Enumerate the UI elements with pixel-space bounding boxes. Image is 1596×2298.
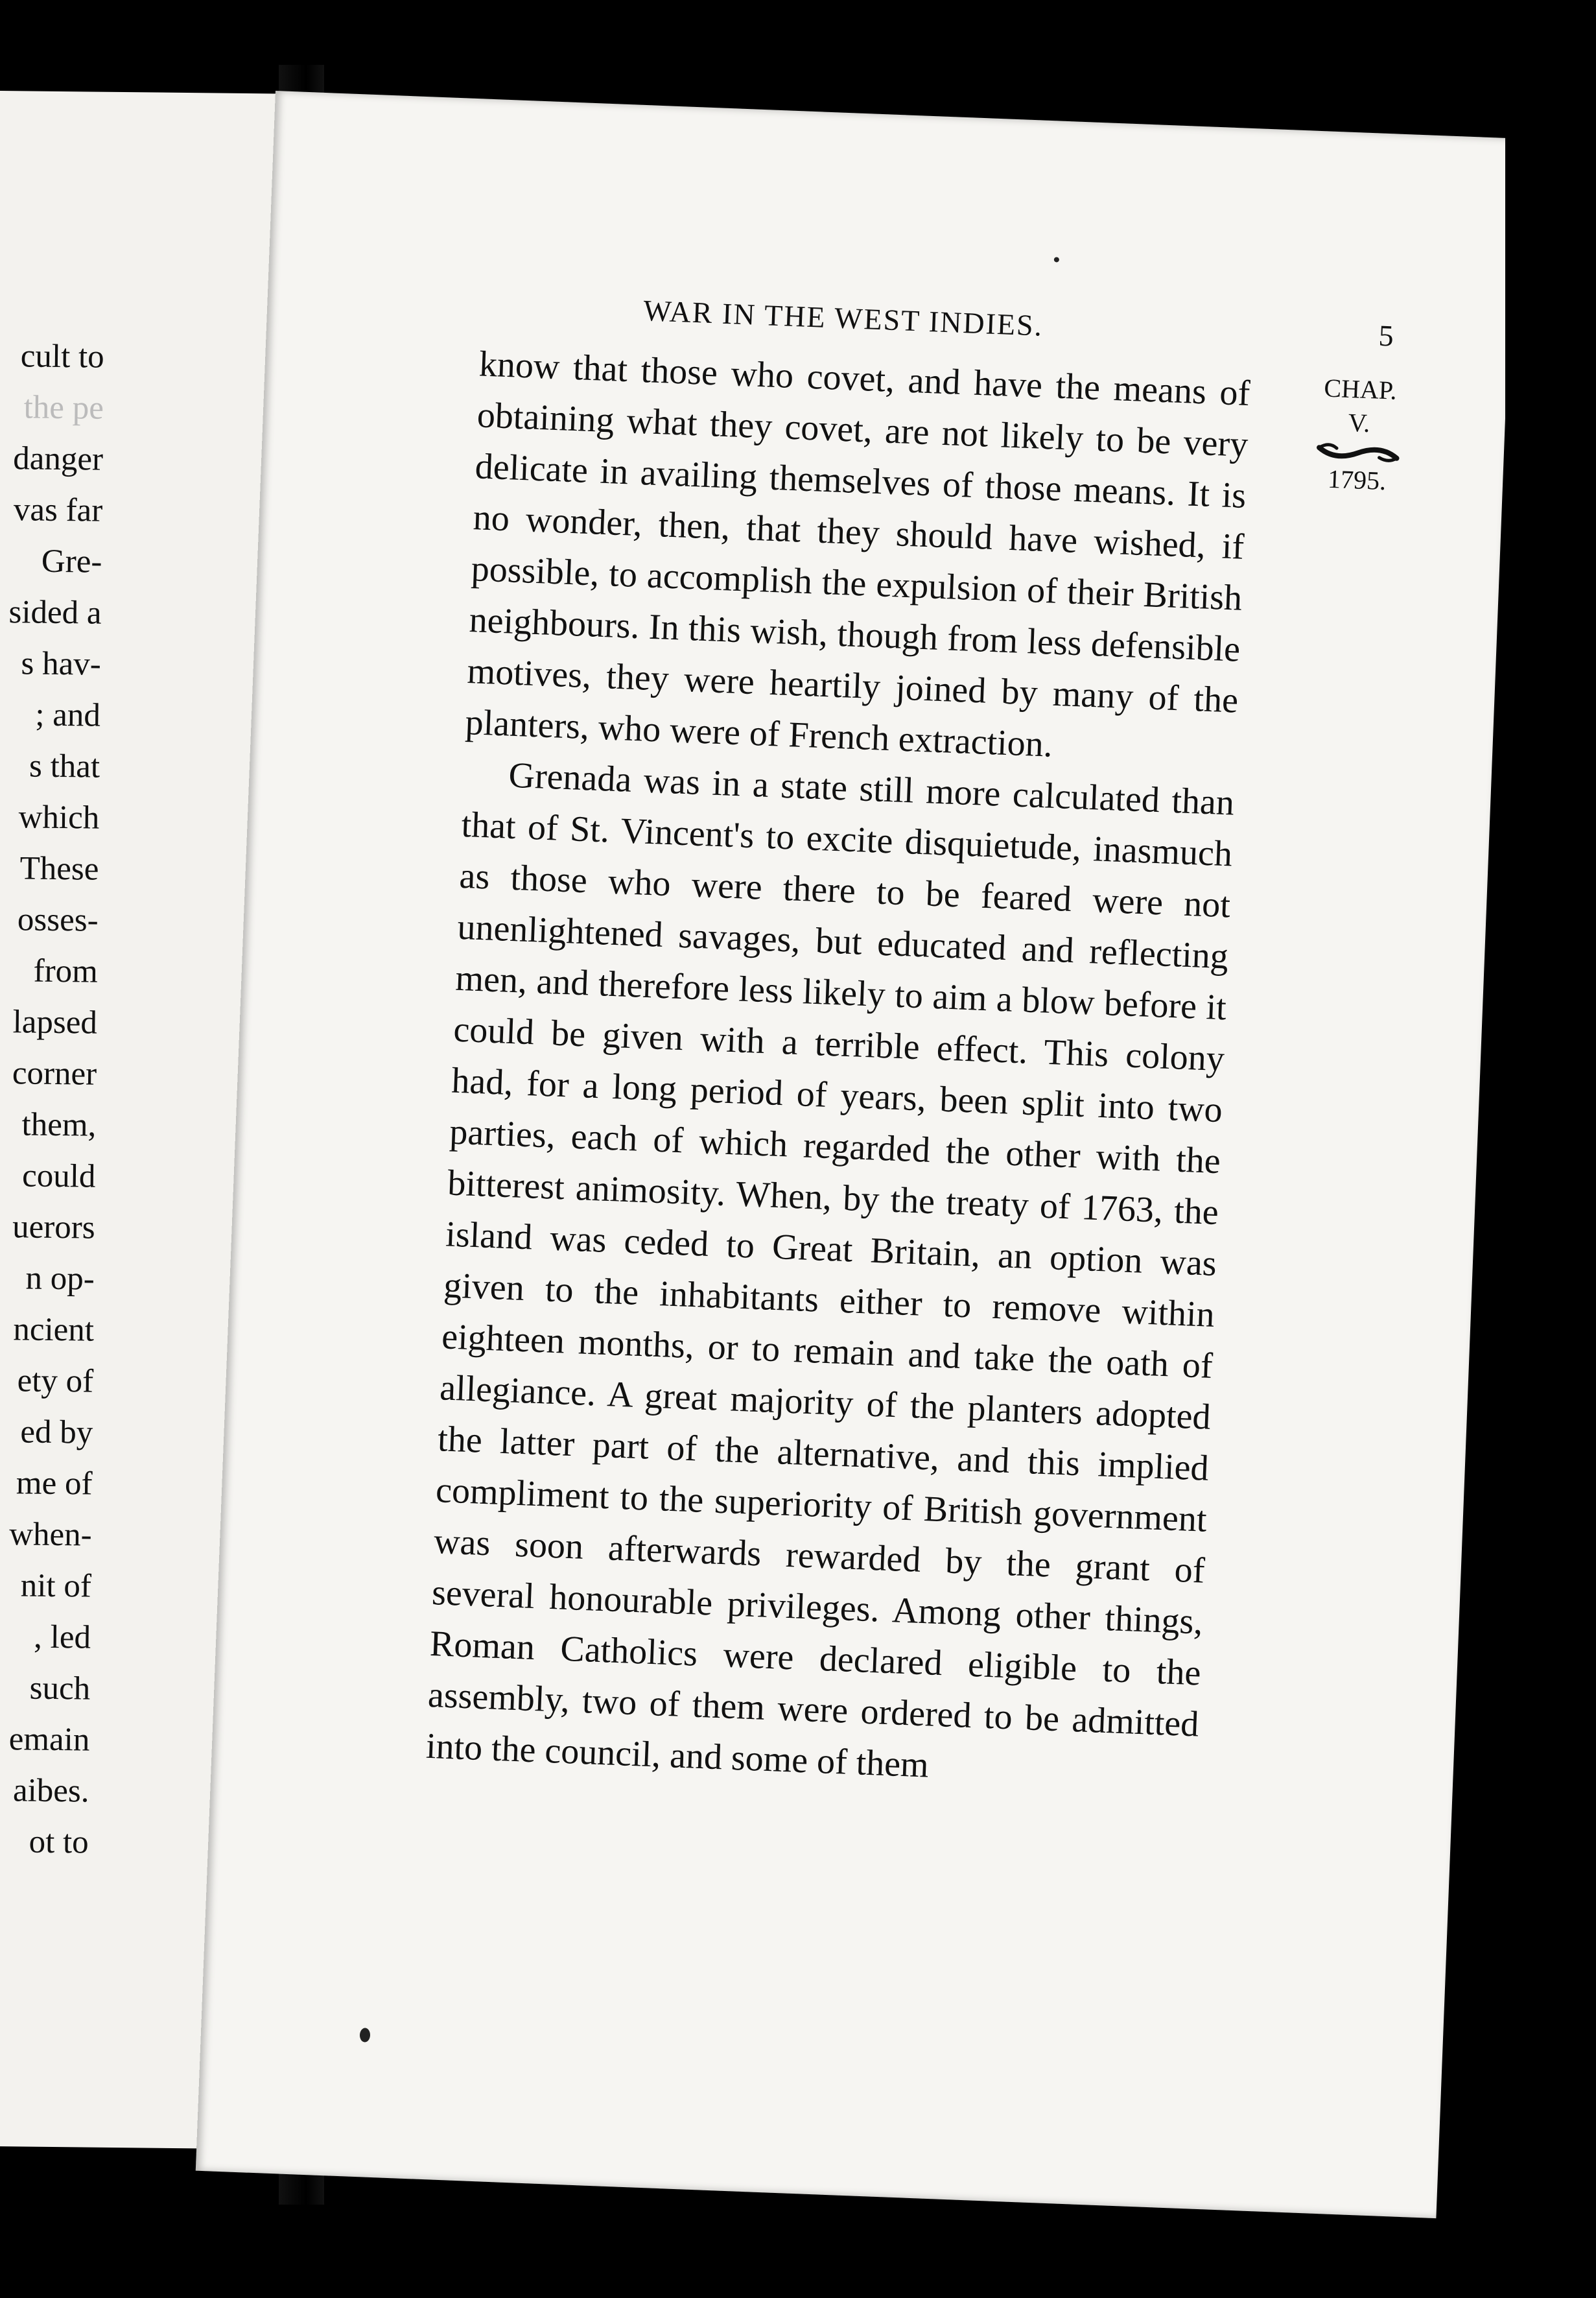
left-line: from <box>33 953 99 990</box>
ink-speck <box>360 2028 371 2043</box>
left-line: Gre- <box>41 543 102 580</box>
left-line: ncient <box>13 1311 95 1349</box>
paragraph: Grenada was in a state still more calculated than that of St. Vincent's to excite disquietude, inasmuch as those who were there to be feared were not unenlightened savages, but educated and reflecting men, and therefore less likely to aim a blow before it could be given with a terrible effect. This colony had, for a long period of years, been split into two parties, each of which regarded the other with the bitterest animosity. When, by the treaty of 1763, the island was ceded to Great Britain, an option was given to the inhabitants either to remove within eighteen months, or to remain and take the oath of allegiance. A great majority of the planters adopted the latter part of the alternative, and this implied compliment to the superiority of British government was soon afterwards rewarded by the grant of several honourable privileges. Among other things, Roman Catholics were declared eligible to the assembly, two of them were ordered to be admitted into the council, and some of them <box>425 755 1236 1786</box>
left-line: the pe <box>23 389 104 427</box>
left-line: ot to <box>29 1823 89 1861</box>
page-number: 5 <box>1378 318 1394 353</box>
body-text <box>425 338 1251 1801</box>
left-line: them, <box>21 1106 97 1144</box>
paragraph: know that those who covet, and have the means of obtaining what they covet, are not likely to be very delicate in availing themselves of those means. It is no wonder, then, that they should have wished, if possible, to accomplish the expulsion of their British neighbours. In this wish, though from less defensible motives, they were heartily joined by many of the planters, who were of French extraction. <box>464 344 1251 765</box>
left-line: emain <box>8 1721 90 1759</box>
chapter-label: CHAP. <box>1323 373 1398 405</box>
right-page <box>196 91 1516 2218</box>
left-line: danger <box>13 440 104 478</box>
chapter-number: V. <box>1347 407 1371 438</box>
left-line: me of <box>16 1465 93 1502</box>
left-line: aibes. <box>12 1772 89 1810</box>
left-line: could <box>21 1157 96 1195</box>
ink-speck <box>1054 257 1059 262</box>
left-line: n op- <box>25 1260 95 1297</box>
left-line: when- <box>8 1516 92 1554</box>
left-line: such <box>29 1670 91 1707</box>
left-line: corner <box>12 1055 97 1093</box>
left-line: which <box>18 799 100 836</box>
left-line: These <box>19 850 99 888</box>
left-line: ety of <box>17 1362 94 1400</box>
left-line: s hav- <box>21 645 102 683</box>
margin-note <box>1291 370 1426 500</box>
left-line: cult to <box>20 338 105 375</box>
left-page-text <box>0 331 104 1869</box>
left-line: lapsed <box>12 1004 98 1041</box>
left-line: , led <box>33 1618 91 1656</box>
left-line: ; and <box>35 696 101 734</box>
left-line: ed by <box>20 1414 93 1451</box>
left-line: osses- <box>17 901 99 939</box>
dark-background-edge <box>1505 0 1596 2298</box>
running-head: WAR IN THE WEST INDIES. <box>642 294 1044 342</box>
left-line: uerors <box>12 1209 95 1246</box>
margin-year: 1795. <box>1327 464 1387 496</box>
left-line: s that <box>29 748 100 785</box>
flourish-ornament <box>1315 438 1400 465</box>
left-line: nit of <box>20 1567 92 1605</box>
left-line: vas far <box>13 492 103 529</box>
left-line: sided a <box>8 594 102 632</box>
